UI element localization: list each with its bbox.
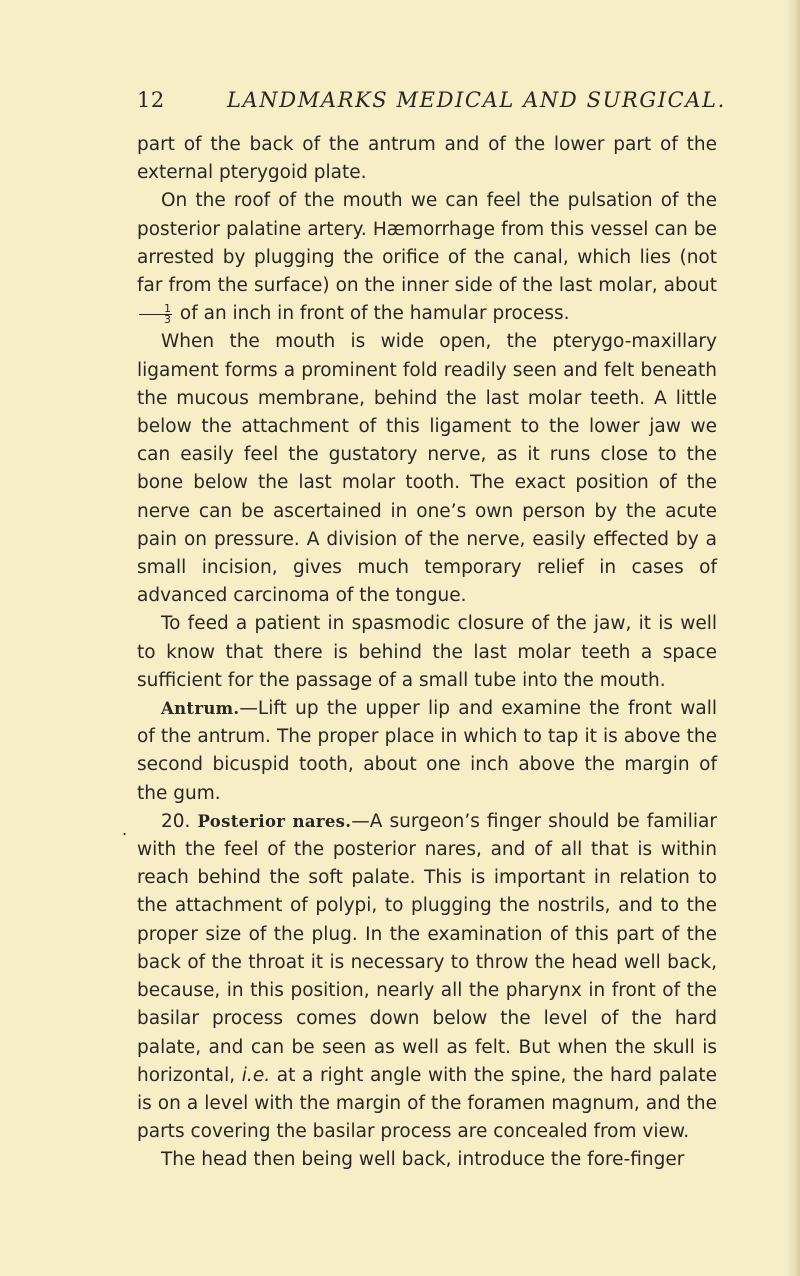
italic-ie: i.e.	[241, 1064, 271, 1086]
running-head: LANDMARKS MEDICAL AND SURGICAL.	[227, 88, 726, 112]
stray-mark: .	[122, 820, 128, 839]
paragraph-feed-patient: To feed a patient in spasmodic closure of the jaw, it is well to know that there is behind the last molar teeth a space sufficient for the passage of a small tube into the mouth.	[137, 613, 717, 691]
section-heading-posterior-nares: Posterior nares.	[197, 811, 352, 831]
body-text	[137, 131, 717, 1175]
paragraph-pterygo-maxillary: When the mouth is wide open, the pterygo-maxillary ligament forms a prominent fold readily seen and felt beneath the mucous membrane, behind the last molar teeth. A little below the attachment of this ligament to the lower jaw we can easily feel the gustatory nerve, as it runs close to the bone below the last molar tooth. The exact position of the nerve can be ascertained in one’s own person by the acute pain on pressure. A division of the nerve, easily effected by a small incision, gives much temporary relief in cases of advanced carcinoma of the tongue.	[137, 331, 717, 607]
page-number: 12	[137, 88, 165, 112]
section-heading-antrum: Antrum.	[161, 699, 240, 719]
section-number: 20.	[161, 810, 191, 832]
paragraph-palatine-artery: On the roof of the mouth we can feel the pulsation of the posterior palatine artery. Hæmorrhage from this vessel can be arrested by plugging the orifice of the canal, which lies (not far from the surface) on the inner side of the last molar, about $\frac{1}{3}$ of an inch in front of the hamular process.	[137, 190, 717, 326]
paragraph-antrum: Antrum.—Lift up the upper lip and examine the front wall of the antrum. The proper place in which to tap it is above the second bicuspid tooth, about one inch above the margin of the gum.	[137, 698, 717, 804]
paragraph-posterior-nares: 20. Posterior nares.—A surgeon’s finger should be familiar with the feel of the posterior nares, and of all that is within reach behind the soft palate. This is important in relation to the attachment of polypi, to plugging the nostrils, and to the proper size of the plug. In the examination of this part of the back of the throat it is necessary to throw the head well back, because, in this position, nearly all the pharynx in front of the basilar process comes down below the level of the hard palate, and can be seen as well as felt. But when the skull is horizontal, i.e. at a right angle with the spine, the hard palate is on a level with the margin of the foramen magnum, and the parts covering the basilar process are concealed from view.	[137, 810, 717, 1143]
page-edge-shadow	[786, 0, 800, 1276]
page-header	[137, 88, 726, 118]
fraction-one-third: $\frac{1}{3}$	[139, 304, 172, 325]
paragraph-continuation: part of the back of the antrum and of the lower part of the external pterygoid plate.	[137, 134, 717, 184]
paragraph-head-back: The head then being well back, introduce the fore-finger	[161, 1149, 685, 1171]
